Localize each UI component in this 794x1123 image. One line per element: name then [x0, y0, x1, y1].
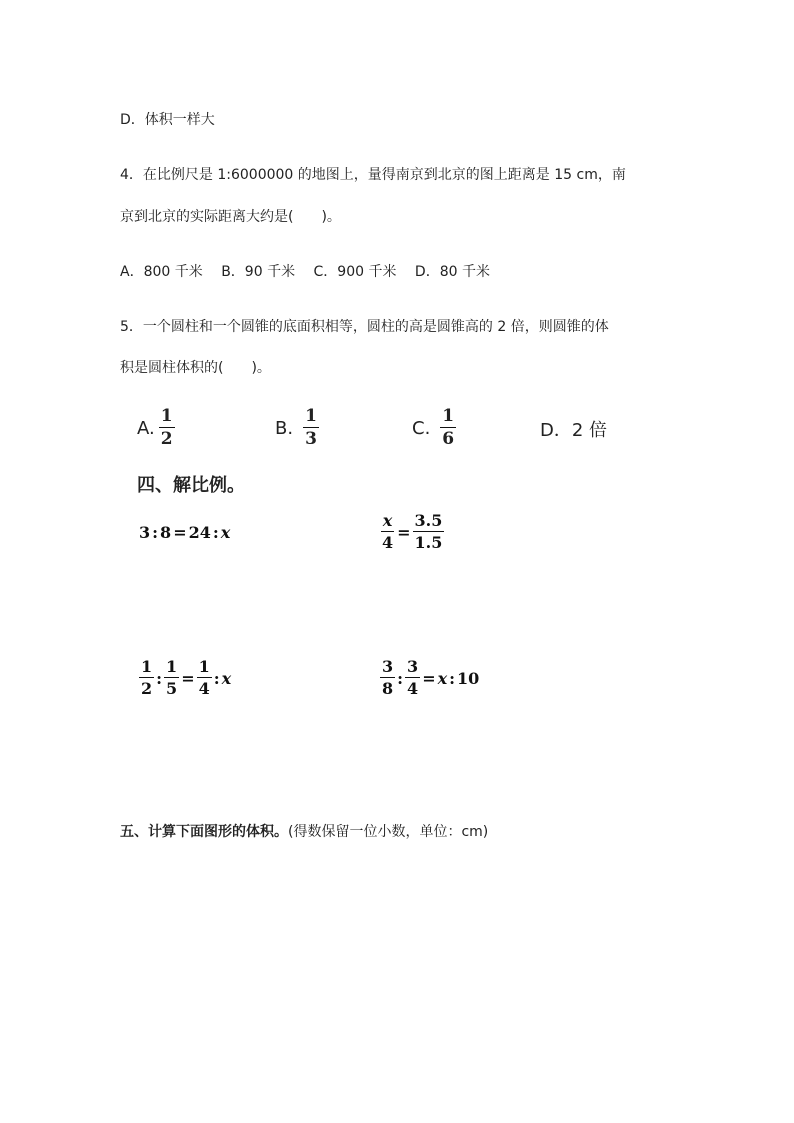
option-a-denominator: 2 [160, 429, 173, 449]
option-c-denominator: 6 [442, 429, 455, 449]
eq3-fraction3 [197, 659, 212, 697]
option-b-numerator: 1 [305, 406, 317, 426]
q5-text-line1: 5．一个圆柱和一个圆锥的底面积相等，圆柱的高是圆锥高的 2 倍，则圆锥的体 [120, 319, 609, 335]
eq2-x: x [382, 511, 393, 530]
q5-option-d: D．2 倍 [540, 420, 608, 441]
eq1-x: x [220, 523, 231, 542]
eq3-colon1: : [156, 668, 163, 688]
eq2-den1: 4 [382, 533, 394, 552]
eq4-colon1: : [397, 668, 404, 688]
eq4-fraction2 [405, 659, 420, 697]
eq1-equals: = [173, 523, 187, 542]
q3-option-d: D．体积一样大 [120, 112, 215, 128]
eq2-den2: 1.5 [414, 533, 443, 552]
eq4-d1: 8 [382, 679, 394, 698]
section5-heading [120, 821, 488, 841]
option-a-label: A. [137, 417, 155, 439]
eq3-d2: 5 [166, 679, 178, 698]
eq4-value: 10 [457, 668, 480, 688]
option-b-fraction [303, 408, 319, 448]
option-b-label: B. [275, 417, 294, 439]
eq4-x: x [437, 668, 448, 688]
eq1-b: 8 [160, 523, 172, 542]
option-c-fraction [440, 408, 456, 448]
eq4-n1: 3 [382, 657, 394, 676]
q4-text-line1: 4．在比例尺是 1:6000000 的地图上，量得南京到北京的图上距离是 15 cm，南 [120, 167, 626, 183]
eq3-x: x [221, 668, 232, 688]
eq2-num2: 3.5 [414, 511, 443, 530]
q5-option-c [412, 408, 456, 448]
section5-note: (得数保留一位小数，单位：cm) [288, 824, 489, 840]
eq4-d2: 4 [407, 679, 419, 698]
q4-options: A．800 千米 B．90 千米 C．900 千米 D．80 千米 [120, 264, 490, 280]
eq3-n2: 1 [166, 657, 178, 676]
option-b-denominator: 3 [305, 429, 317, 449]
eq3-fraction1 [139, 659, 154, 697]
eq3-colon2: : [213, 668, 220, 688]
option-c-numerator: 1 [442, 406, 455, 426]
q5-text-line2: 积是圆柱体积的( )。 [120, 360, 271, 376]
proportion-eq2 [380, 513, 444, 551]
proportion-eq3 [139, 659, 231, 697]
option-a-fraction [159, 408, 175, 448]
section4-title: 四、解比例。 [137, 475, 245, 496]
eq3-equals: = [181, 668, 195, 688]
proportion-eq4 [380, 659, 479, 697]
section5-title: 五、计算下面图形的体积。 [120, 824, 288, 840]
eq3-d3: 4 [198, 679, 210, 698]
eq3-d1: 2 [141, 679, 153, 698]
q5-option-a [137, 408, 175, 448]
eq3-n1: 1 [141, 657, 153, 676]
option-c-label: C. [412, 417, 431, 439]
eq3-fraction2 [164, 659, 179, 697]
option-a-numerator: 1 [160, 406, 173, 426]
eq1-a: 3 [139, 523, 151, 542]
q4-text-line2: 京到北京的实际距离大约是( )。 [120, 209, 341, 225]
eq2-equals: = [397, 522, 411, 542]
eq4-colon2: : [449, 668, 456, 688]
eq4-n2: 3 [407, 657, 419, 676]
eq1-colon2: : [212, 523, 219, 542]
eq4-equals: = [422, 668, 436, 688]
eq3-n3: 1 [198, 657, 210, 676]
eq1-colon1: : [152, 523, 159, 542]
q5-option-b [275, 408, 319, 448]
eq2-right-fraction [413, 513, 445, 551]
eq4-fraction1 [380, 659, 395, 697]
eq1-c: 24 [188, 523, 211, 542]
eq2-left-fraction [380, 513, 395, 551]
proportion-eq1 [139, 523, 230, 542]
